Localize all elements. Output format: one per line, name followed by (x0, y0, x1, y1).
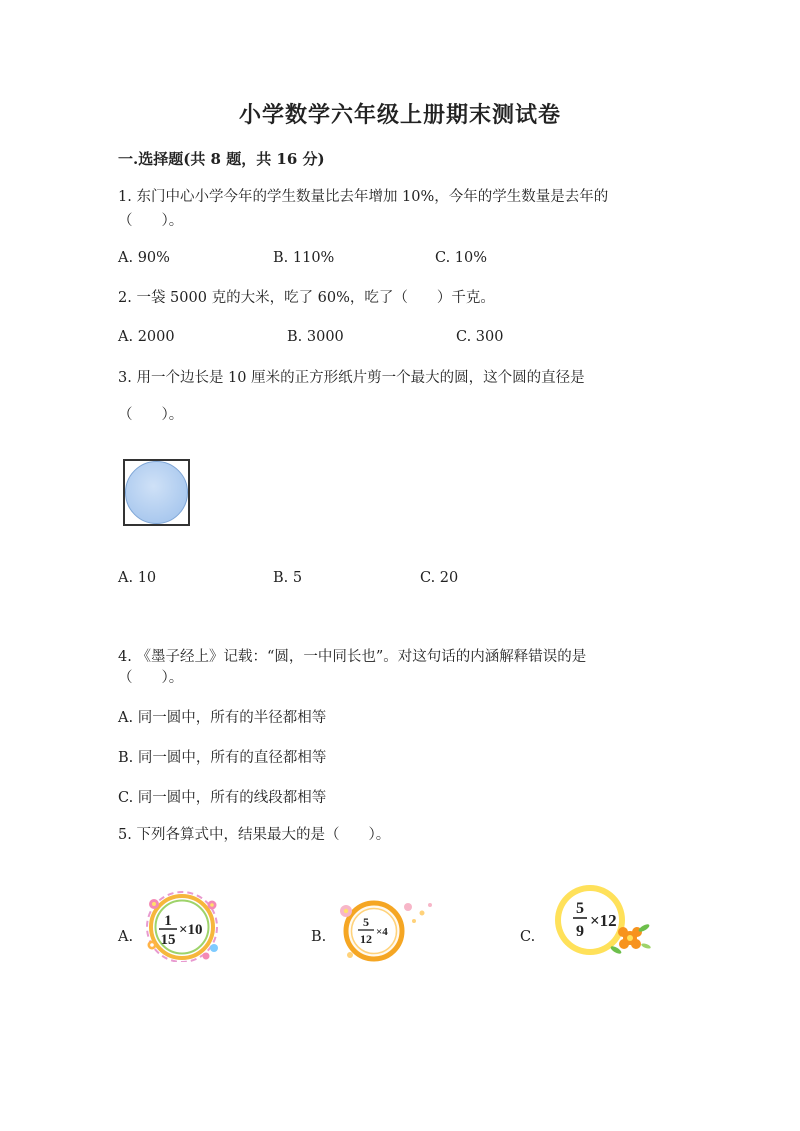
question-3-text: 3. 用一个边长是 10 厘米的正方形纸片剪一个最大的圆，这个圆的直径是 (118, 370, 585, 386)
question-4-blank: （ ）。 (118, 670, 184, 686)
question-2-option-b: B. 3000 (287, 329, 344, 345)
option-b-expression-image (326, 893, 438, 965)
option-c-multiplier: ×12 (590, 911, 617, 930)
inscribed-circle-icon (125, 461, 188, 524)
option-a-multiplier: ×10 (179, 922, 203, 938)
square-with-circle-figure (123, 459, 190, 526)
question-5-option-a: A. (118, 929, 134, 945)
question-5-option-c: C. (520, 929, 536, 945)
question-4-option-c: C. 同一圆中，所有的线段都相等 (118, 790, 327, 806)
option-c-numerator: 5 (576, 900, 584, 917)
option-a-numerator: 1 (164, 913, 172, 929)
option-b-denominator: 12 (360, 932, 372, 946)
question-1-option-b: B. 110% (273, 250, 335, 266)
section-heading: 一.选择题(共 8 题，共 16 分) (118, 150, 325, 168)
question-3-option-c: C. 20 (420, 570, 459, 586)
option-c-expression-image (546, 882, 656, 960)
question-2-option-a: A. 2000 (118, 329, 175, 345)
option-a-denominator: 15 (160, 932, 176, 948)
option-b-multiplier: ×4 (376, 926, 388, 938)
question-3-blank: （ ）。 (118, 407, 184, 423)
question-1-blank: （ ）。 (118, 213, 184, 229)
question-4-text: 4. 《墨子经上》记载：“圆，一中同长也”。对这句话的内涵解释错误的是 (118, 649, 587, 665)
option-b-numerator: 5 (363, 915, 369, 929)
question-2-option-c: C. 300 (456, 329, 504, 345)
question-3-option-a: A. 10 (118, 570, 157, 586)
page-title: 小学数学六年级上册期末测试卷 (238, 102, 561, 128)
question-1-text: 1. 东门中心小学今年的学生数量比去年增加 10%，今年的学生数量是去年的 (118, 189, 609, 205)
question-5-option-b: B. (311, 929, 327, 945)
question-4-option-b: B. 同一圆中，所有的直径都相等 (118, 750, 327, 766)
question-1-option-a: A. 90% (118, 250, 170, 266)
option-a-expression-image (142, 890, 224, 962)
question-2-text: 2. 一袋 5000 克的大米，吃了 60%，吃了（ ）千克。 (118, 290, 495, 306)
question-3-option-b: B. 5 (273, 570, 303, 586)
question-4-option-a: A. 同一圆中，所有的半径都相等 (118, 710, 327, 726)
question-5-text: 5. 下列各算式中，结果最大的是（ ）。 (118, 827, 391, 843)
question-1-option-c: C. 10% (435, 250, 488, 266)
option-c-denominator: 9 (576, 923, 584, 940)
